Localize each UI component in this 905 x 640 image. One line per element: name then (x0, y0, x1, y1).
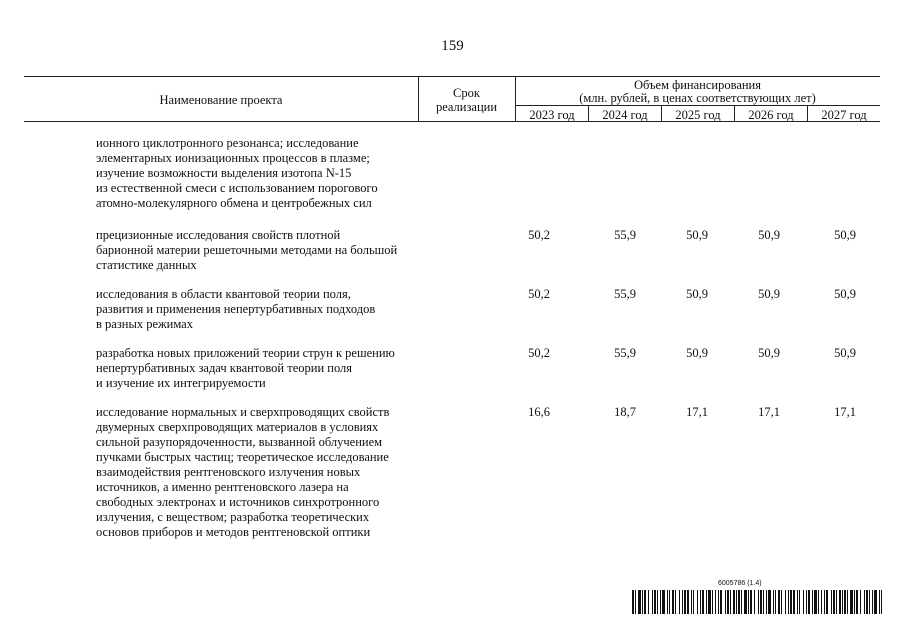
barcode-bar (854, 590, 855, 614)
value-2024: 55,9 (614, 346, 636, 360)
value-2027: 50,9 (834, 287, 856, 301)
barcode-bar (856, 590, 858, 614)
barcode-bar (818, 590, 819, 614)
value-2026: 50,9 (758, 346, 780, 360)
barcode-bar (638, 590, 641, 614)
barcode-bar (797, 590, 798, 614)
barcode-bar (785, 590, 786, 614)
value-2023: 50,2 (528, 346, 550, 360)
value-2025: 50,9 (686, 228, 708, 242)
barcode-bar (684, 590, 686, 614)
header-funding-title: Объем финансирования (634, 78, 761, 92)
barcode-bar (766, 590, 767, 614)
barcode-bar (632, 590, 634, 614)
value-2023: 16,6 (528, 405, 550, 419)
barcode-bar (799, 590, 800, 614)
barcode-bar (775, 590, 776, 614)
barcode-bar (720, 590, 722, 614)
barcode-bar (821, 590, 822, 614)
value-2025: 50,9 (686, 346, 708, 360)
barcode-bar (850, 590, 853, 614)
project-name: исследования в области квантовой теории поля, развития и применения непертурбативных подходов в разных режимах (96, 287, 376, 331)
barcode-bar (725, 590, 726, 614)
barcode-bar (866, 590, 868, 614)
barcode-bar (635, 590, 636, 614)
barcode-bar (748, 590, 749, 614)
barcode-bar (812, 590, 813, 614)
barcode-bar (824, 590, 825, 614)
barcode-bar (675, 590, 676, 614)
barcode-bar (657, 590, 658, 614)
barcode-bar (778, 590, 780, 614)
barcode-bar (660, 590, 661, 614)
value-2023: 50,2 (528, 287, 550, 301)
barcode-bar (836, 590, 837, 614)
barcode-bar (718, 590, 719, 614)
barcode-bar (879, 590, 880, 614)
value-2027: 17,1 (834, 405, 856, 419)
value-2025: 17,1 (686, 405, 708, 419)
barcode-bar (760, 590, 762, 614)
barcode-bar (706, 590, 707, 614)
value-2027: 50,9 (834, 228, 856, 242)
value-2027: 50,9 (834, 346, 856, 360)
project-name: прецизионные исследования свойств плотной барионной материи решеточными методами на большой статистике данных (96, 228, 398, 272)
barcode-bar (806, 590, 807, 614)
barcode-bar (872, 590, 873, 614)
barcode-bar (691, 590, 692, 614)
barcode-bar (793, 590, 795, 614)
barcode-bar (768, 590, 771, 614)
barcode-bar (790, 590, 792, 614)
value-2023: 50,2 (528, 228, 550, 242)
barcode-bar (839, 590, 841, 614)
barcode-bar (758, 590, 759, 614)
project-name: исследование нормальных и сверхпроводящих свойств двумерных сверхпроводящих материалов в условиях сильной разупорядоченности, вызванной облучением пучками быстрых частиц; теоретическое исследование взаимодействия рентгеновского излучения новых источников, а именно рентгеновского лазера на свободных электронах и источников синхротронного излучения, с веществом; разработка теоретических основов приборов и методов рентгеновской оптики (96, 405, 390, 539)
value-2025: 50,9 (686, 287, 708, 301)
barcode-bar (687, 590, 689, 614)
barcode-bar (844, 590, 846, 614)
project-name: ионного циклотронного резонанса; исследование элементарных ионизационных процессов в плазме; изучение возможности выделения изотопа N-15 из естественной смеси с использованием порогового атомно-молекулярного обмена и центробежных сил (96, 136, 378, 210)
header-year-2023: 2023 год (529, 108, 575, 122)
header-year-2025: 2025 год (675, 108, 721, 122)
barcode-bar (803, 590, 804, 614)
project-name: разработка новых приложений теории струн к решению непертурбативных задач квантовой теории поля и изучение их интегрируемости (96, 346, 395, 390)
header-year-2026: 2026 год (748, 108, 794, 122)
barcode-bar (826, 590, 828, 614)
header-funding-subtitle: (млн. рублей, в ценах соответствующих лет) (579, 91, 816, 105)
barcode-bar (727, 590, 729, 614)
header-project-name: Наименование проекта (159, 93, 283, 107)
header-year-2027: 2027 год (821, 108, 867, 122)
header-year-2024: 2024 год (602, 108, 648, 122)
barcode-label: 6005786 (1.4) (718, 580, 762, 587)
barcode-bar (708, 590, 711, 614)
value-2026: 50,9 (758, 228, 780, 242)
barcode-bar (642, 590, 643, 614)
barcode-bar (831, 590, 832, 614)
value-2024: 18,7 (614, 405, 636, 419)
barcode-bar (744, 590, 747, 614)
barcode-bar (715, 590, 716, 614)
barcode-bar (733, 590, 735, 614)
value-2024: 55,9 (614, 287, 636, 301)
barcode-bar (669, 590, 670, 614)
value-2024: 55,9 (614, 228, 636, 242)
barcode-bar (654, 590, 656, 614)
barcode-bar (881, 590, 882, 614)
barcode-bar (667, 590, 668, 614)
barcode-bar (738, 590, 740, 614)
barcode-bar (874, 590, 877, 614)
barcode-bar (814, 590, 817, 614)
barcode-bar (781, 590, 782, 614)
header-term: Срок реализации (435, 86, 498, 114)
barcode-bar (730, 590, 731, 614)
barcode-bar (648, 590, 649, 614)
header-top-rule (24, 76, 880, 77)
barcode-bar (788, 590, 789, 614)
barcode-bar (763, 590, 764, 614)
barcode-bar (662, 590, 665, 614)
barcode-bar (672, 590, 674, 614)
barcode-bar (682, 590, 683, 614)
barcode-bar (869, 590, 870, 614)
barcode-bar (860, 590, 861, 614)
barcode-bar (702, 590, 704, 614)
value-2026: 50,9 (758, 287, 780, 301)
barcode-bar (652, 590, 653, 614)
barcode-bar (693, 590, 694, 614)
barcode-bar (712, 590, 713, 614)
barcode-bar (697, 590, 698, 614)
barcode-bar (842, 590, 843, 614)
barcode-bar (736, 590, 737, 614)
barcode-image (632, 590, 882, 614)
barcode-bar (773, 590, 774, 614)
value-2026: 17,1 (758, 405, 780, 419)
barcode-bar (644, 590, 646, 614)
barcode-bar (679, 590, 680, 614)
page-number: 159 (441, 38, 464, 54)
years-top-rule (515, 105, 880, 106)
barcode-bar (750, 590, 752, 614)
barcode-bar (833, 590, 835, 614)
barcode-bar (754, 590, 755, 614)
barcode-bar (808, 590, 810, 614)
barcode-bar (700, 590, 701, 614)
barcode-bar (741, 590, 742, 614)
barcode-bar (864, 590, 865, 614)
barcode-bar (847, 590, 848, 614)
